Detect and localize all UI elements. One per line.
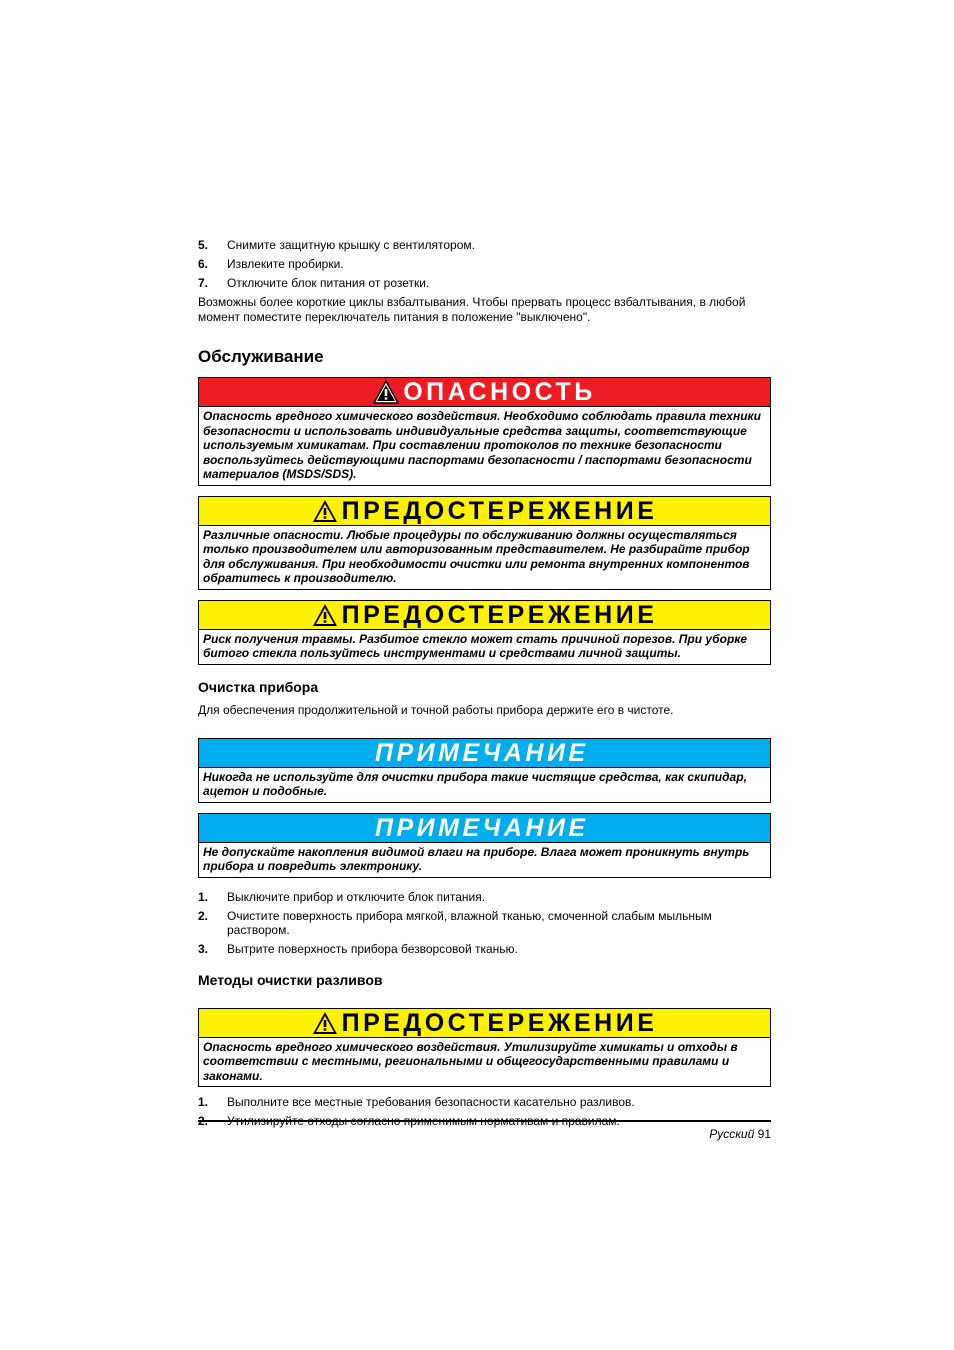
list-item: 6. Извлеките пробирки.: [198, 257, 344, 271]
danger-notice: [198, 377, 771, 486]
list-item: 7. Отключите блок питания от розетки.: [198, 276, 430, 290]
list-item: 2. Очистите поверхность прибора мягкой, влажной тканью, смоченной слабым мыльным раствором.: [198, 908, 712, 937]
list-item: 1. Выключите прибор и отключите блок питания.: [198, 889, 486, 904]
list-item: 1. Выполните все местные требования безопасности касательно разливов.: [198, 1095, 635, 1109]
warning-triangle-icon: [312, 603, 338, 627]
section-title: Обслуживание: [198, 347, 324, 366]
list-item: 3. Вытрите поверхность прибора безворсовой тканью.: [198, 941, 518, 956]
footer-divider: [198, 1120, 771, 1122]
warning-notice: [198, 600, 771, 665]
danger-label: ОПАСНОСТЬ: [403, 378, 596, 406]
page-content: [198, 238, 771, 1133]
warning-text: Риск получения травмы. Разбитое стекло может стать причиной порезов. При уборке битого стекла пользуйтесь инструментами и средствами личной защиты.: [203, 631, 748, 660]
intro-paragraph: Возможны более короткие циклы взбалтывания. Чтобы прервать процесс взбалтывания, в любой момент поместите переключатель питания в положение "выключено".: [198, 295, 746, 324]
warning-text: Различные опасности. Любые процедуры по обслуживанию должны осуществляться только производителем или авторизованным представителем. Не разбирайте прибор для обслуживания. При необходимости очистки или ремонта внутренних компонентов обратитесь к производителю.: [203, 527, 750, 585]
warning-triangle-icon: [312, 1011, 338, 1035]
spill-steps: [198, 1095, 771, 1128]
danger-text: Опасность вредного химического воздействия. Необходимо соблюдать правила техники безопасности и использовать индивидуальные средства защиты, соответствующие используемым химикатам. При составлении протоколов по технике безопасности воспользуйтесь действующими паспортами безопасности / паспортами безопасности материалов (MSDS/SDS).: [203, 409, 761, 481]
warning-text: Опасность вредного химического воздействия. Утилизируйте химикаты и отходы в соответствии с местными, региональными и общегосударственными правилами и законами.: [203, 1039, 738, 1083]
warning-triangle-icon: [312, 499, 338, 523]
note-text: Никогда не используйте для очистки прибора такие чистящие средства, как скипидар, ацетон и подобные.: [203, 769, 747, 798]
warning-label: ПРЕДОСТЕРЕЖЕНИЕ: [341, 496, 658, 525]
cleaning-paragraph: Для обеспечения продолжительной и точной работы прибора держите его в чистоте.: [198, 702, 674, 717]
warning-header: [199, 1009, 770, 1038]
warning-label: ПРЕДОСТЕРЕЖЕНИЕ: [341, 1008, 658, 1037]
note-label: ПРИМЕЧАНИЕ: [375, 738, 589, 767]
warning-notice: [198, 496, 771, 590]
subsection-title-spills: Методы очистки разливов: [198, 971, 383, 988]
warning-notice: [198, 1008, 771, 1088]
warning-label: ПРЕДОСТЕРЕЖЕНИЕ: [341, 600, 658, 629]
warning-triangle-icon: [373, 380, 399, 404]
note-notice: [198, 813, 771, 878]
note-notice: [198, 738, 771, 803]
warning-header: [199, 601, 770, 630]
note-header: [199, 739, 770, 768]
cleaning-steps: [198, 890, 771, 956]
note-label: ПРИМЕЧАНИЕ: [375, 813, 589, 842]
footer-language: Русский: [709, 1127, 755, 1141]
note-text: Не допускайте накопления видимой влаги на приборе. Влага может проникнуть внутрь прибора и повредить электронику.: [203, 844, 750, 873]
warning-header: [199, 497, 770, 526]
steps-top: [198, 238, 771, 290]
list-item: 5. Снимите защитную крышку с вентилятором.: [198, 238, 475, 252]
subsection-title-cleaning: Очистка прибора: [198, 678, 319, 695]
page-footer: [198, 1127, 771, 1141]
danger-header: [199, 378, 770, 407]
page-number: 91: [757, 1127, 771, 1141]
note-header: [199, 814, 770, 843]
